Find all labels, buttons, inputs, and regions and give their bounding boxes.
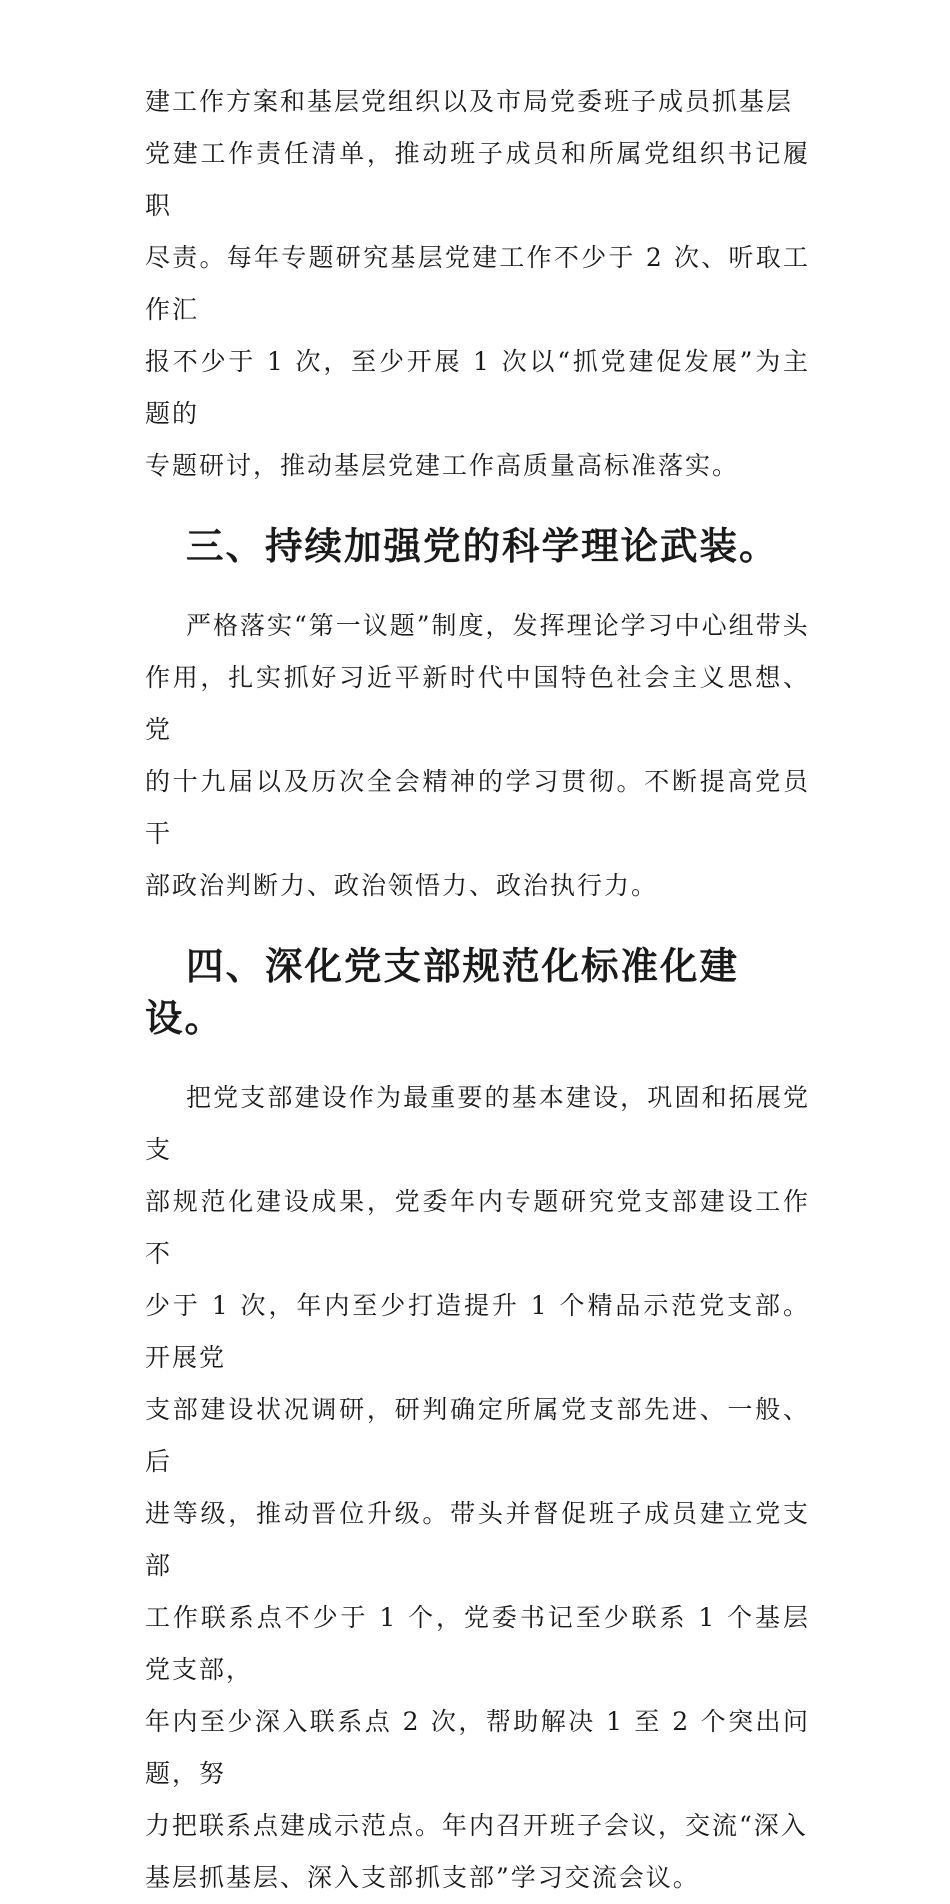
text-line: 报不少于 1 次，至少开展 1 次以“抓党建促发展”为主题的 bbox=[145, 347, 810, 428]
text-line: 支部建设状况调研，研判确定所属党支部先进、一般、后 bbox=[145, 1395, 810, 1476]
text-line: 把党支部建设作为最重要的基本建设，巩固和拓展党支 bbox=[145, 1083, 810, 1164]
text-line: 的十九届以及历次全会精神的学习贯彻。不断提高党员干 bbox=[145, 767, 810, 848]
paragraph-branch-building bbox=[145, 1072, 810, 1904]
text-line: 建工作方案和基层党组织以及市局党委班子成员抓基层 bbox=[145, 87, 794, 116]
spacer bbox=[145, 1044, 810, 1072]
text-line: 尽责。每年专题研究基层党建工作不少于 2 次、听取工作汇 bbox=[145, 243, 810, 324]
section-heading-4: 四、深化党支部规范化标准化建设。 bbox=[145, 944, 739, 1040]
spacer bbox=[145, 912, 810, 940]
paragraph-theory bbox=[145, 600, 810, 912]
document-body bbox=[145, 76, 810, 1904]
spacer bbox=[145, 492, 810, 520]
paragraph-continuation bbox=[145, 76, 810, 492]
section-heading-3: 三、持续加强党的科学理论武装。 bbox=[186, 524, 779, 568]
spacer bbox=[145, 572, 810, 600]
text-line: 部政治判断力、政治领悟力、政治执行力。 bbox=[145, 871, 659, 900]
text-line: 力把联系点建成示范点。年内召开班子会议，交流“深入 bbox=[145, 1811, 808, 1840]
text-line: 工作联系点不少于 1 个，党委书记至少联系 1 个基层党支部， bbox=[145, 1603, 810, 1684]
text-line: 专题研讨，推动基层党建工作高质量高标准落实。 bbox=[145, 451, 740, 480]
text-line: 党建工作责任清单，推动班子成员和所属党组织书记履职 bbox=[145, 139, 810, 220]
text-line: 作用，扎实抓好习近平新时代中国特色社会主义思想、党 bbox=[145, 663, 810, 744]
text-line: 年内至少深入联系点 2 次，帮助解决 1 至 2 个突出问题，努 bbox=[145, 1707, 810, 1788]
text-line: 进等级，推动晋位升级。带头并督促班子成员建立党支部 bbox=[145, 1499, 810, 1580]
text-line: 基层抓基层、深入支部抓支部”学习交流会议。 bbox=[145, 1863, 700, 1892]
text-line: 部规范化建设成果，党委年内专题研究党支部建设工作不 bbox=[145, 1187, 810, 1268]
text-line: 严格落实“第一议题”制度，发挥理论学习中心组带头 bbox=[186, 611, 810, 640]
text-line: 少于 1 次，年内至少打造提升 1 个精品示范党支部。开展党 bbox=[145, 1291, 810, 1372]
